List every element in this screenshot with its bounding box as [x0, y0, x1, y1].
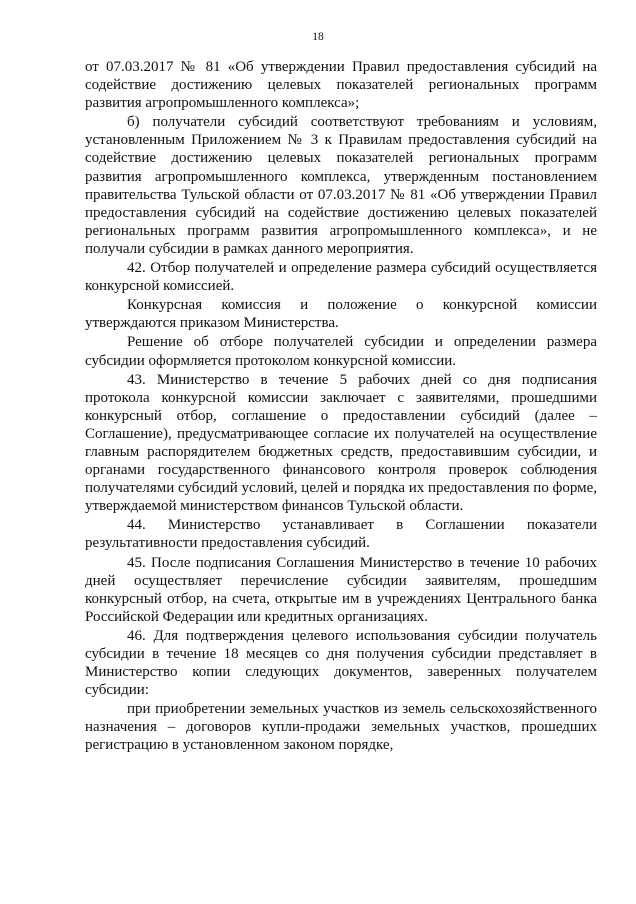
document-body [85, 58, 597, 755]
paragraph: 44. Министерство устанавливает в Соглашении показатели результативности предоставления субсидий. [85, 517, 597, 552]
paragraph: 42. Отбор получателей и определение размера субсидий осуществляется конкурсной комиссией. [85, 260, 597, 295]
paragraph: от 07.03.2017 № 81 «Об утверждении Правил предоставления субсидий на содействие достижению целевых показателей региональных программ развития агропромышленного комплекса»; [85, 59, 597, 112]
paragraph: 46. Для подтверждения целевого использования субсидии получатель субсидии в течение 18 месяцев со дня получения субсидии представляет в Министерство копии следующих документов, заверенных получателем субсидии: [85, 627, 597, 699]
paragraph: 45. После подписания Соглашения Министерство в течение 10 рабочих дней осуществляет перечисление субсидии заявителям, прошедшим конкурсный отбор, на счета, открытые им в учреждениях Центрального банка Российской Федерации или кредитных организациях. [85, 554, 597, 625]
page-number: 18 [312, 31, 324, 43]
paragraph: Конкурсная комиссия и положение о конкурсной комиссии утверждаются приказом Министерства. [85, 297, 597, 332]
paragraph: б) получатели субсидий соответствуют требованиям и условиям, установленным Приложением № 3 к Правилам предоставления субсидий на содействие достижению целевых показателей региональных программ развития агропромышленного комплекса, утвержденным постановлением правительства Тульской области от 07.03.2017 № 81 «Об утверждении Правил предоставления субсидий на содействие достижению целевых показателей региональных программ развития агропромышленного комплекса», и не получали субсидии в рамках данного мероприятия. [85, 114, 597, 257]
paragraph: Решение об отборе получателей субсидии и определении размера субсидии оформляется протоколом конкурсной комиссии. [85, 334, 597, 369]
paragraph: 43. Министерство в течение 5 рабочих дней со дня подписания протокола конкурсной комиссии заключает с заявителями, прошедшими конкурсный отбор, соглашение о предоставлении субсидий (далее – Соглашение), предусматривающее согласие их получателей на осуществление главным распорядителем бюджетных средств, предоставившим субсидии, и органами государственного финансового контроля проверок соблюдения получателями субсидий условий, целей и порядка их предоставления по форме, утверждаемой министерством финансов Тульской области. [85, 371, 597, 515]
paragraph: при приобретении земельных участков из земель сельскохозяйственного назначения – договоров купли-продажи земельных участков, прошедших регистрацию в установленном законом порядке, [85, 701, 597, 754]
